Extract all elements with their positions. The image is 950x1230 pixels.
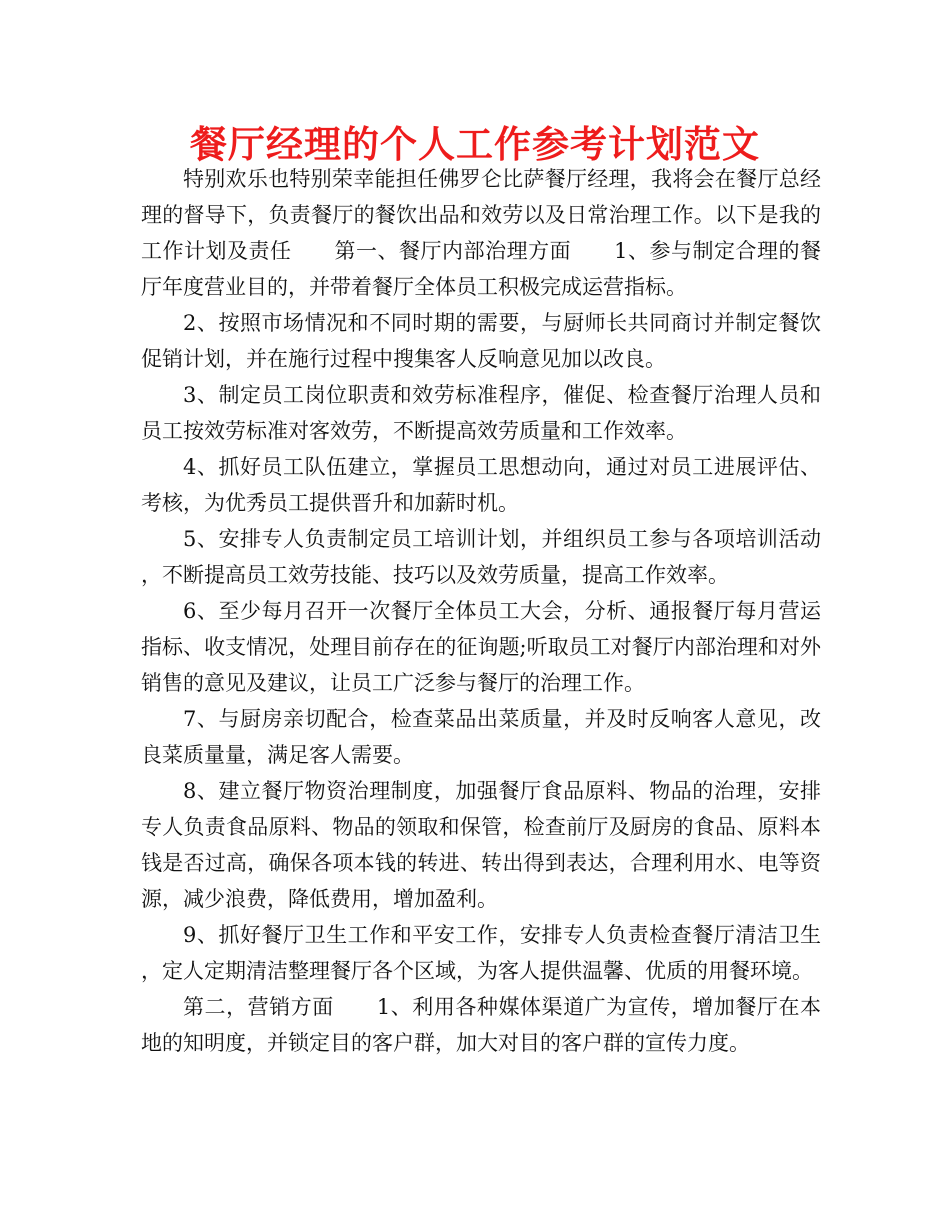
paragraph-item-3: 3、制定员工岗位职责和效劳标准程序，催促、检查餐厅治理人员和员工按效劳标准对客效劳，不断提高效劳质量和工作效率。	[141, 383, 821, 443]
paragraph-item-5: 5、安排专人负责制定员工培训计划，并组织员工参与各项培训活动，不断提高员工效劳技能、技巧以及效劳质量，提高工作效率。	[141, 527, 821, 587]
document-title: 餐厅经理的个人工作参考计划范文	[190, 122, 760, 166]
paragraph-item-4: 4、抓好员工队伍建立，掌握员工思想动向，通过对员工进展评估、考核，为优秀员工提供晋升和加薪时机。	[141, 455, 821, 515]
paragraph-marketing: 第二，营销方面 1、利用各种媒体渠道广为宣传，增加餐厅在本地的知明度，并锁定目的客户群，加大对目的客户群的宣传力度。	[141, 995, 821, 1055]
paragraph-item-9: 9、抓好餐厅卫生工作和平安工作，安排专人负责检查餐厅清洁卫生，定人定期清洁整理餐厅各个区域，为客人提供温馨、优质的用餐环境。	[141, 923, 821, 983]
paragraph-item-8: 8、建立餐厅物资治理制度，加强餐厅食品原料、物品的治理，安排专人负责食品原料、物品的领取和保管，检查前厅及厨房的食品、原料本钱是否过高，确保各项本钱的转进、转出得到表达，合理利用水、电等资源，减少浪费，降低费用，增加盈利。	[141, 779, 821, 911]
document-body	[141, 161, 821, 1061]
paragraph-item-2: 2、按照市场情况和不同时期的需要，与厨师长共同商讨并制定餐饮促销计划，并在施行过程中搜集客人反响意见加以改良。	[141, 311, 821, 371]
paragraph-item-6: 6、至少每月召开一次餐厅全体员工大会，分析、通报餐厅每月营运指标、收支情况，处理目前存在的征询题;听取员工对餐厅内部治理和对外销售的意见及建议，让员工广泛参与餐厅的治理工作。	[141, 599, 821, 695]
paragraph-intro: 特别欢乐也特别荣幸能担任佛罗仑比萨餐厅经理，我将会在餐厅总经理的督导下，负责餐厅的餐饮出品和效劳以及日常治理工作。以下是我的工作计划及责任 第一、餐厅内部治理方面 1、参与制定合理的餐厅年度营业目的，并带着餐厅全体员工积极完成运营指标。	[141, 167, 821, 299]
paragraph-item-7: 7、与厨房亲切配合，检查菜品出菜质量，并及时反响客人意见，改良菜质量量，满足客人需要。	[141, 707, 821, 767]
